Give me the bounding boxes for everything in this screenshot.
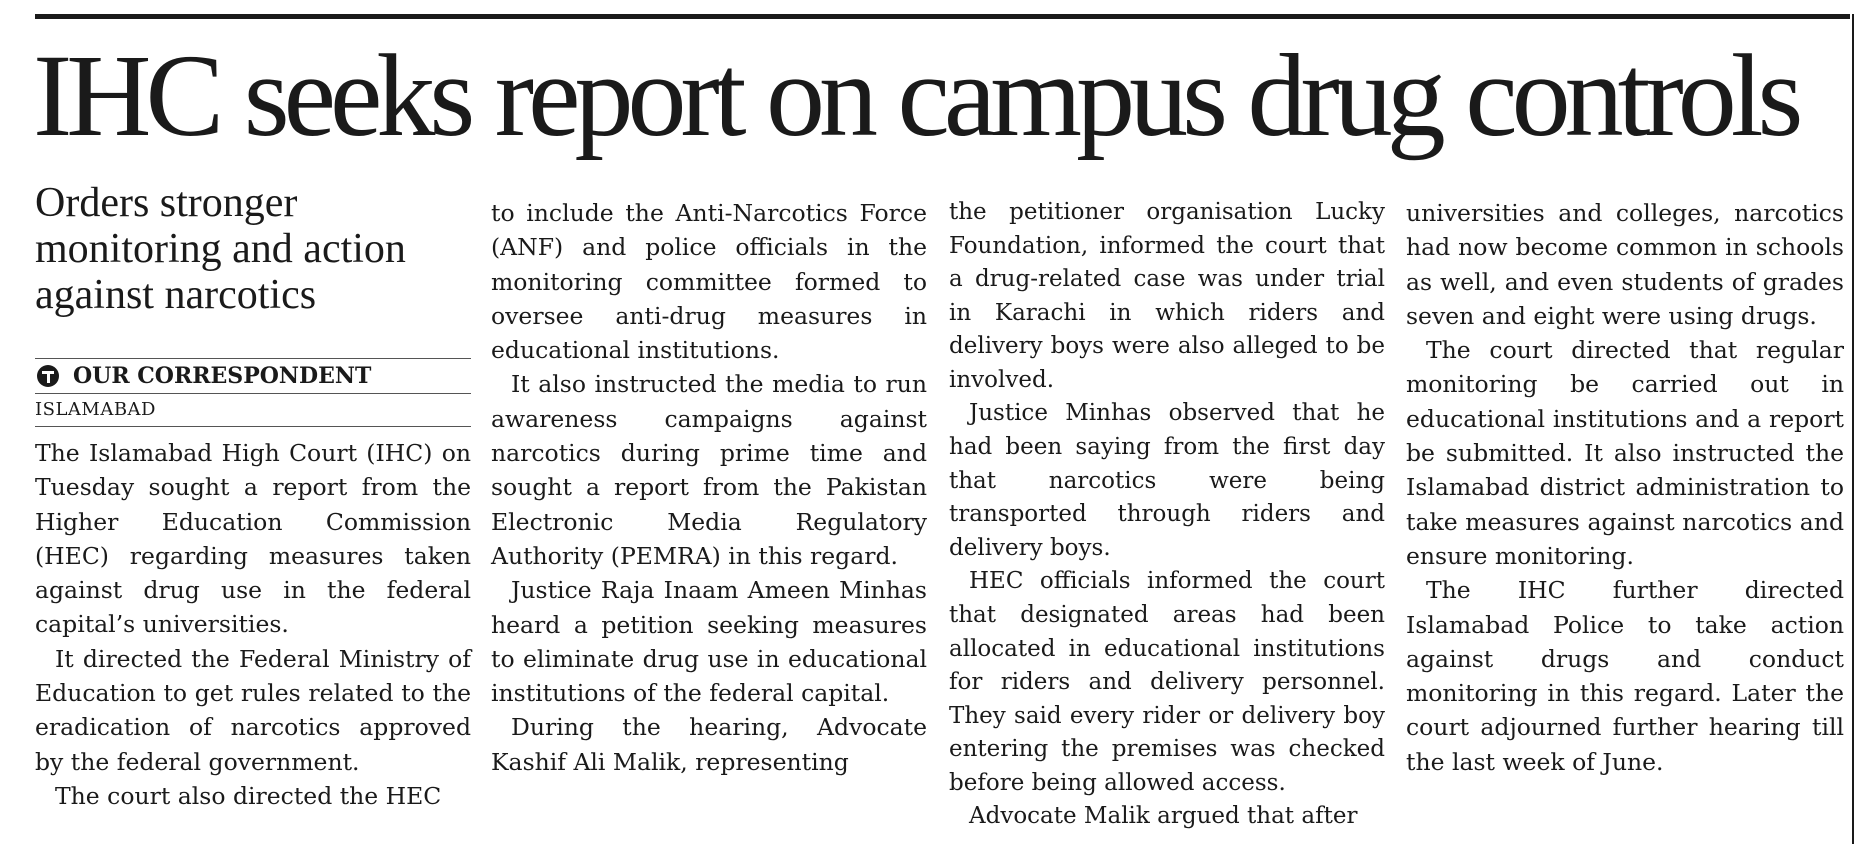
byline	[35, 359, 471, 394]
right-rule	[1852, 14, 1854, 844]
paragraph: It also instructed the media to run awareness campaigns against narcotics during prime time and sought a report from the Pakistan Electronic Media Regulatory Authority (PEMRA) in this regard.	[491, 370, 927, 570]
paragraph: to include the Anti-Narcotics Force (ANF) and police officials in the monitoring committee formed to oversee anti-drug measures in educational institutions.	[491, 199, 927, 365]
article-column-3	[949, 196, 1385, 834]
paragraph: During the hearing, Advocate Kashif Ali Malik, representing	[491, 713, 927, 776]
paragraph: the petitioner organisation Lucky Foundation, informed the court that a drug-related case was under trial in Karachi in which riders and delivery boys were also alleged to be involved.	[949, 199, 1385, 393]
paragraph: Justice Raja Inaam Ameen Minhas heard a petition seeking measures to eliminate drug use in educational institutions of the federal capital.	[491, 576, 927, 708]
headline: IHC seeks report on campus drug controls	[33, 30, 1798, 161]
byline-box	[35, 358, 471, 427]
kicker-subheadline: Orders stronger monitoring and action against narcotics	[35, 180, 406, 318]
top-rule	[35, 14, 1850, 19]
paragraph: Justice Minhas observed that he had been saying from the first day that narcotics were being transported through riders and delivery boys.	[949, 400, 1385, 561]
paragraph: Advocate Malik argued that after	[969, 803, 1358, 830]
paragraph: universities and colleges, narcotics had now become common in schools as well, and even students of grades seven and eight were using drugs.	[1406, 199, 1844, 330]
paragraph: The court also directed the HEC	[55, 781, 442, 810]
byline-author: OUR CORRESPONDENT	[73, 363, 372, 389]
article-column-4	[1406, 196, 1844, 779]
paragraph: The Islamabad High Court (IHC) on Tuesday sought a report from the Higher Education Commission (HEC) regarding measures taken against drug use in the federal capital’s universities.	[35, 439, 471, 639]
paragraph: The IHC further directed Islamabad Police to take action against drugs and conduct monitoring in this regard. Later the court adjourned further hearing till the last week of June.	[1406, 576, 1844, 776]
paragraph: HEC officials informed the court that designated areas had been allocated in educational institutions for riders and delivery personnel. They said every rider or delivery boy entering the premises was checked before being allowed access.	[949, 568, 1385, 796]
paragraph: It directed the Federal Ministry of Education to get rules related to the eradication of narcotics approved by the federal government.	[35, 644, 471, 776]
paragraph: The court directed that regular monitoring be carried out in educational institutions and a report be submitted. It also instructed the Islamabad district administration to take measures against narcotics and ensure monitoring.	[1406, 336, 1844, 570]
publication-logo-icon	[37, 365, 59, 387]
dateline: ISLAMABAD	[35, 399, 156, 420]
article-column-2	[491, 196, 927, 779]
article-column-1	[35, 436, 471, 813]
